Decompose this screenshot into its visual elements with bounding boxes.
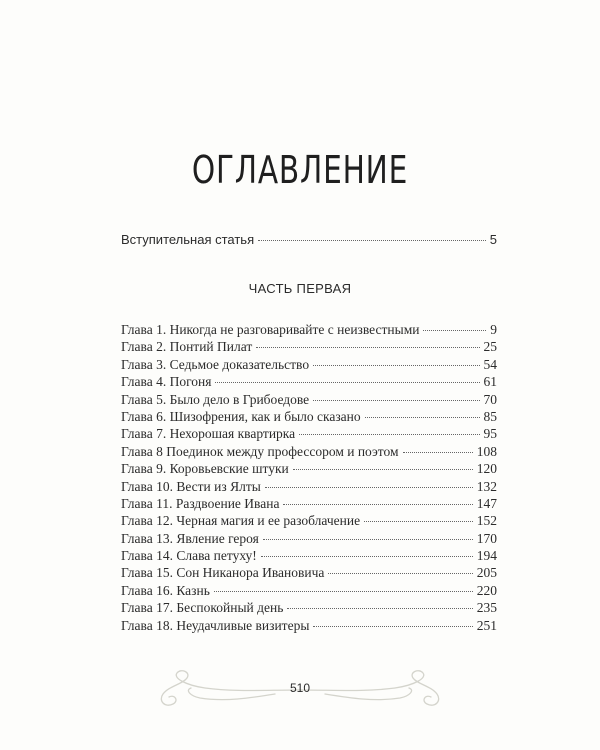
toc-entry-page: 85 <box>483 408 497 424</box>
toc-entry[interactable] <box>121 617 497 634</box>
toc-entry-label: Глава 4. Погоня <box>121 374 212 390</box>
dot-leader <box>365 417 480 418</box>
toc-entry[interactable] <box>121 495 497 512</box>
toc-entry-label: Глава 8 Поединок между профессором и поэтом <box>121 443 399 459</box>
dot-leader <box>313 626 472 627</box>
toc-entry-label: Глава 7. Нехорошая квартирка <box>121 426 296 442</box>
toc-entry-page: 235 <box>476 600 497 616</box>
toc-entry[interactable] <box>121 321 497 338</box>
toc-entry[interactable] <box>121 373 497 390</box>
part-heading: ЧАСТЬ ПЕРВАЯ <box>248 281 352 296</box>
toc-entry-label: Глава 14. Слава петуху! <box>121 548 257 564</box>
toc-entry-label: Глава 15. Сон Никанора Ивановича <box>121 565 325 581</box>
toc-entry[interactable] <box>121 443 497 460</box>
toc-entry[interactable] <box>121 478 497 495</box>
dot-leader <box>215 382 479 383</box>
toc-entry-page: 152 <box>476 513 497 529</box>
dot-leader <box>299 434 479 435</box>
toc-entry-label: Глава 6. Шизофрения, как и было сказано <box>121 408 361 424</box>
toc-entry-page: 54 <box>483 356 497 372</box>
dot-leader <box>364 521 473 522</box>
toc-entry-page: 108 <box>476 443 497 459</box>
toc-intro-entry[interactable] <box>121 232 497 247</box>
toc-entry-label: Глава 16. Казнь <box>121 582 210 598</box>
dot-leader <box>261 556 473 557</box>
toc-entry-page: 205 <box>476 565 497 581</box>
toc-entry[interactable] <box>121 599 497 616</box>
toc-entry[interactable] <box>121 425 497 442</box>
toc-entry-page: 120 <box>476 461 497 477</box>
toc-entry-page: 61 <box>483 374 497 390</box>
dot-leader <box>256 347 479 348</box>
toc-entry-label: Глава 18. Неудачливые визитеры <box>121 617 310 633</box>
toc-entry-page: 194 <box>476 548 497 564</box>
toc-entry-page: 147 <box>476 495 497 511</box>
toc-entry-label: Глава 17. Беспокойный день <box>121 600 284 616</box>
toc-entry[interactable] <box>121 408 497 425</box>
page-title: ОГЛАВЛЕНИЕ <box>191 148 409 192</box>
toc-entry[interactable] <box>121 391 497 408</box>
toc-entry-label: Глава 12. Черная магия и ее разоблачение <box>121 513 361 529</box>
toc-entry-page: 70 <box>483 391 497 407</box>
toc-entry-label: Глава 3. Седьмое доказательство <box>121 356 310 372</box>
toc-entry[interactable] <box>121 356 497 373</box>
toc-entry[interactable] <box>121 582 497 599</box>
dot-leader <box>287 608 472 609</box>
toc-entry-page: 9 <box>490 322 497 337</box>
toc-entry[interactable] <box>121 547 497 564</box>
toc-entry-label: Глава 11. Раздвоение Ивана <box>121 495 280 511</box>
toc-entry-page: 170 <box>476 530 497 546</box>
toc-entry-page: 220 <box>476 582 497 598</box>
toc-entry-label: Глава 13. Явление героя <box>121 530 259 546</box>
toc-entry-label: Глава 2. Понтий Пилат <box>121 339 253 355</box>
dot-leader <box>293 469 473 470</box>
toc-entry-label: Глава 5. Было дело в Грибоедове <box>121 391 310 407</box>
toc-entry-page: 25 <box>483 339 497 355</box>
dot-leader <box>423 330 486 331</box>
table-of-contents <box>121 321 497 634</box>
toc-entry-label: Глава 1. Никогда не разговаривайте с неизвестными <box>121 322 420 337</box>
toc-entry-label: Глава 10. Вести из Ялты <box>121 478 261 494</box>
toc-entry[interactable] <box>121 512 497 529</box>
toc-entry-page: 95 <box>483 426 497 442</box>
toc-entry[interactable] <box>121 530 497 547</box>
toc-entry[interactable] <box>121 564 497 581</box>
dot-leader <box>328 573 472 574</box>
dot-leader <box>258 240 486 241</box>
dot-leader <box>265 487 473 488</box>
page-number: 510 <box>289 681 311 695</box>
dot-leader <box>313 400 479 401</box>
dot-leader <box>403 452 473 453</box>
toc-entry-page: 251 <box>476 617 497 633</box>
toc-entry-page: 5 <box>489 232 497 247</box>
toc-entry-label: Вступительная статья <box>121 232 255 247</box>
dot-leader <box>214 591 473 592</box>
dot-leader <box>263 539 473 540</box>
toc-entry-label: Глава 9. Коровьевские штуки <box>121 461 289 477</box>
toc-entry[interactable] <box>121 460 497 477</box>
toc-entry[interactable] <box>121 338 497 355</box>
toc-entry-page: 132 <box>476 478 497 494</box>
dot-leader <box>313 365 479 366</box>
dot-leader <box>283 504 472 505</box>
